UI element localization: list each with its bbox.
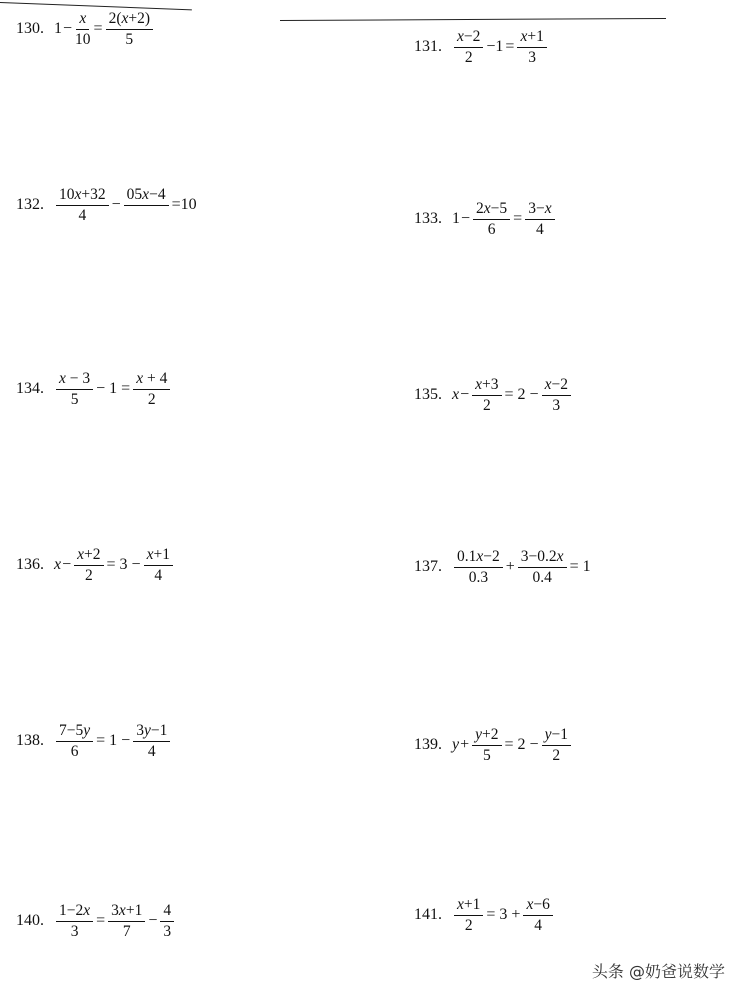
fraction [542, 376, 571, 415]
operator: = 3 − [106, 556, 141, 574]
numerator: y+2 [472, 726, 501, 746]
operator: = 2 − [504, 386, 539, 404]
denominator: 2 [482, 396, 491, 414]
fraction [542, 726, 571, 765]
problem-number: 135. [414, 386, 442, 404]
operator: − [461, 210, 471, 228]
fraction [108, 902, 145, 941]
operator: − [62, 556, 72, 574]
denominator: 0.4 [532, 568, 552, 586]
operator: = 1 [569, 558, 591, 576]
denominator: 2 [464, 48, 473, 66]
problem-134 [16, 370, 172, 409]
operator: = [96, 912, 106, 930]
denominator: 5 [70, 390, 79, 408]
denominator: 3 [70, 922, 79, 940]
problem-130 [16, 10, 155, 49]
problem-135 [414, 376, 573, 415]
numerator: x−6 [523, 896, 552, 916]
problem-132 [16, 186, 198, 225]
fraction [472, 726, 501, 765]
problem-131 [414, 28, 549, 67]
problem-number: 141. [414, 906, 442, 924]
numerator: x+1 [454, 896, 483, 916]
operator: + [460, 736, 470, 754]
operator: − [63, 20, 73, 38]
watermark: 头条 @奶爸说数学 [591, 962, 725, 981]
numerator: 1−2x [56, 902, 93, 922]
operator: = 1 − [96, 732, 131, 750]
numerator: y−1 [542, 726, 571, 746]
numerator: x+2 [74, 546, 103, 566]
problem-number: 136. [16, 556, 44, 574]
problem-139 [414, 726, 573, 765]
denominator: 6 [487, 220, 496, 238]
problem-140 [16, 902, 176, 941]
operator: =10 [171, 196, 197, 214]
fraction [160, 902, 174, 941]
numerator: x+3 [472, 376, 501, 396]
problem-number: 140. [16, 912, 44, 930]
fraction [144, 546, 173, 585]
fraction [75, 10, 91, 49]
denominator: 2 [464, 916, 473, 934]
operator: = [513, 210, 523, 228]
operator: − [460, 386, 470, 404]
numerator: 7−5y [56, 722, 93, 742]
numerator: x − 3 [56, 370, 93, 390]
operator: − [148, 912, 158, 930]
numerator: x−2 [542, 376, 571, 396]
denominator: 5 [482, 746, 491, 764]
fraction [56, 186, 109, 225]
denominator: 10 [75, 30, 91, 48]
numerator: 3−x [525, 200, 554, 220]
denominator: 4 [534, 916, 542, 934]
operator: + [505, 558, 515, 576]
numerator: 2(x+2) [106, 10, 153, 30]
numerator: x + 4 [133, 370, 170, 390]
denominator: 2 [552, 746, 561, 764]
fraction [454, 896, 483, 935]
problem-number: 132. [16, 196, 44, 214]
denominator: 4 [147, 742, 156, 760]
denominator: 3 [163, 922, 172, 940]
problem-number: 134. [16, 380, 44, 398]
denominator: 4 [536, 220, 544, 238]
problem-number: 131. [414, 38, 442, 56]
top-right-rule [280, 18, 666, 21]
numerator: 05x−4 [124, 186, 169, 206]
fraction [454, 548, 503, 587]
term: 1 [54, 20, 62, 38]
fraction [106, 10, 153, 49]
operator: = 3 + [486, 906, 521, 924]
numerator: 3x+1 [108, 902, 145, 922]
denominator: 5 [125, 30, 134, 48]
term: x [54, 556, 62, 574]
numerator: 4 [160, 902, 174, 922]
denominator: 0.3 [468, 568, 489, 586]
problem-141 [414, 896, 555, 935]
fraction [133, 370, 170, 409]
fraction [472, 376, 501, 415]
numerator: 2x−5 [473, 200, 510, 220]
fraction [56, 902, 93, 941]
problem-number: 138. [16, 732, 44, 750]
numerator: x+1 [517, 28, 546, 48]
problem-136 [16, 546, 175, 585]
numerator: x [76, 10, 89, 30]
operator: = [93, 20, 103, 38]
problem-138 [16, 722, 172, 761]
term: 1 [452, 210, 460, 228]
denominator [144, 206, 148, 225]
problem-number: 133. [414, 210, 442, 228]
denominator: 2 [147, 390, 156, 408]
term: x [452, 386, 460, 404]
denominator: 7 [122, 922, 131, 940]
fraction [525, 200, 554, 239]
operator: − [111, 196, 121, 214]
denominator: 2 [84, 566, 93, 584]
fraction [56, 722, 93, 761]
denominator: 4 [154, 566, 163, 584]
fraction [74, 546, 103, 585]
fraction [523, 896, 552, 935]
fraction [517, 28, 546, 67]
numerator: 10x+32 [56, 186, 109, 206]
problem-number: 137. [414, 558, 442, 576]
numerator: 3y−1 [133, 722, 170, 742]
operator: − 1 = [96, 380, 131, 398]
problem-133 [414, 200, 557, 239]
problem-number: 139. [414, 736, 442, 754]
denominator: 4 [78, 206, 87, 224]
problem-number: 130. [16, 20, 44, 38]
problem-137 [414, 548, 592, 587]
operator: = 2 − [504, 736, 539, 754]
denominator: 3 [528, 48, 537, 66]
numerator: 3−0.2x [518, 548, 567, 568]
operator: = [505, 38, 515, 56]
denominator: 6 [70, 742, 79, 760]
fraction [454, 28, 483, 67]
fraction [518, 548, 567, 587]
fraction [56, 370, 93, 409]
fraction [473, 200, 510, 239]
operator: −1 [486, 38, 504, 56]
denominator: 3 [552, 396, 561, 414]
fraction [133, 722, 170, 761]
numerator: 0.1x−2 [454, 548, 503, 568]
term: y [452, 736, 460, 754]
numerator: x+1 [144, 546, 173, 566]
fraction [124, 186, 169, 225]
numerator: x−2 [454, 28, 483, 48]
